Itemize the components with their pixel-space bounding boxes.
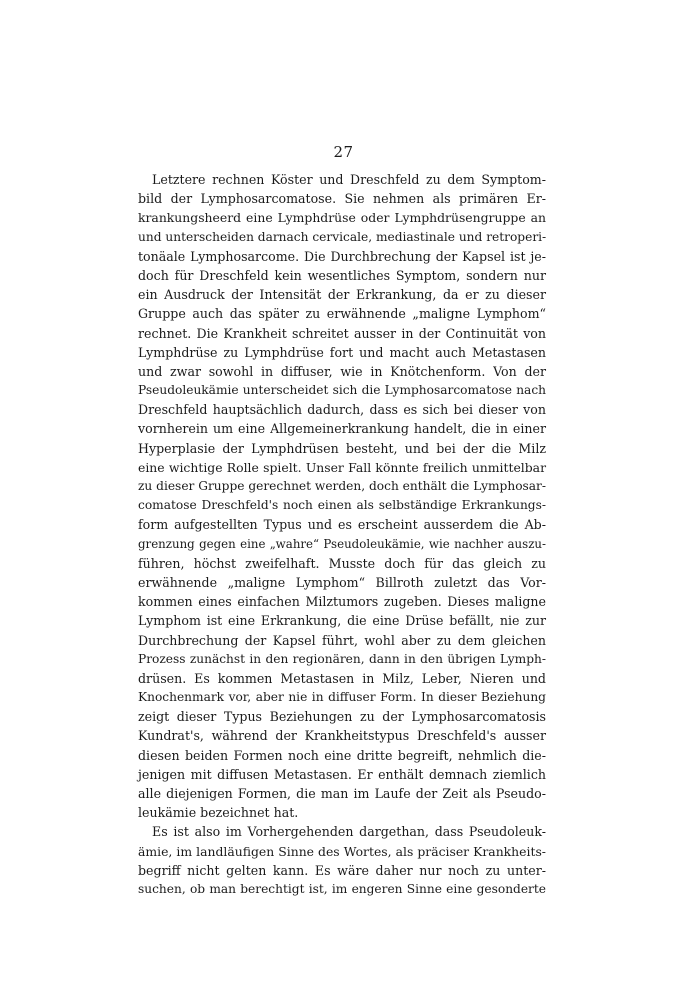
text-line: Knochenmark vor, aber nie in diffuser Form. In dieser Beziehung	[138, 690, 546, 705]
text-line: kommen eines einfachen Milztumors zugeben. Dieses maligne	[138, 594, 546, 610]
text-line: alle diejenigen Formen, die man im Laufe der Zeit als Pseudo-	[138, 786, 546, 801]
text-line: Prozess zunächst in den regionären, dann in den übrigen Lymph-	[138, 651, 546, 666]
text-line: comatose Dreschfeld's noch einen als selbständige Erkrankungs-	[138, 498, 546, 513]
text-line: ein Ausdruck der Intensität der Erkrankung, da er zu dieser	[138, 287, 546, 303]
text-line: jenigen mit diffusen Metastasen. Er enthält demnach ziemlich	[138, 766, 546, 782]
text-line: Lymphdrüse zu Lymphdrüse fort und macht auch Metastasen	[138, 344, 546, 360]
text-line: leukämie bezeichnet hat.	[138, 805, 299, 821]
text-line: eine wichtige Rolle spielt. Unser Fall könnte freilich unmittelbar	[138, 459, 546, 475]
text-line: führen, höchst zweifelhaft. Musste doch für das gleich zu	[138, 555, 546, 571]
text-line: erwähnende „maligne Lymphom“ Billroth zuletzt das Vor-	[138, 574, 546, 590]
text-line: Gruppe auch das später zu erwähnende „maligne Lymphom“	[138, 306, 546, 322]
text-line: Durchbrechung der Kapsel führt, wohl aber zu dem gleichen	[138, 632, 546, 648]
text-line: Letztere rechnen Köster und Dreschfeld zu dem Symptom-	[152, 172, 546, 187]
text-line: Es ist also im Vorhergehenden dargethan, dass Pseudoleuk-	[152, 824, 546, 840]
paragraph	[138, 170, 546, 822]
body-text	[138, 170, 546, 899]
text-line: und unterscheiden darnach cervicale, mediastinale und retroperi-	[138, 229, 547, 244]
text-line: krankungsheerd eine Lymphdrüse oder Lymphdrüsengruppe an	[138, 210, 546, 226]
text-line: zu dieser Gruppe gerechnet werden, doch enthält die Lymphosar-	[138, 479, 546, 493]
text-line: und zwar sowohl in diffuser, wie in Knötchenform. Von der	[138, 363, 546, 379]
text-line: form aufgestellten Typus und es erscheint ausserdem die Ab-	[138, 517, 546, 533]
text-line: drüsen. Es kommen Metastasen in Milz, Leber, Nieren und	[138, 670, 546, 686]
text-line: doch für Dreschfeld kein wesentliches Symptom, sondern nur	[138, 267, 546, 283]
text-line: grenzung gegen eine „wahre“ Pseudoleukämie, wie nachher auszu-	[138, 536, 546, 551]
text-line: Kundrat's, während der Krankheitstypus Dreschfeld's ausser	[138, 728, 546, 744]
text-line: diesen beiden Formen noch eine dritte begreift, nehmlich die-	[138, 747, 546, 763]
paragraph	[138, 822, 546, 899]
text-line: suchen, ob man berechtigt ist, im engeren Sinne eine gesonderte	[138, 881, 546, 896]
text-line: ämie, im landläufigen Sinne des Wortes, als präciser Krankheits-	[138, 843, 546, 859]
text-line: Pseudoleukämie unterscheidet sich die Lymphosarcomatose nach	[138, 383, 546, 398]
text-line: zeigt dieser Typus Beziehungen zu der Lymphosarcomatosis	[138, 709, 546, 725]
text-line: vornherein um eine Allgemeinerkrankung handelt, die in einer	[138, 421, 546, 437]
text-line: bild der Lymphosarcomatose. Sie nehmen als primären Er-	[138, 191, 546, 207]
page-number: 27	[333, 143, 354, 161]
text-line: begriff nicht gelten kann. Es wäre daher nur noch zu unter-	[138, 862, 546, 878]
text-line: Dreschfeld hauptsächlich dadurch, dass es sich bei dieser von	[138, 402, 546, 418]
text-line: rechnet. Die Krankheit schreitet ausser in der Continuität von	[138, 325, 546, 341]
text-line: Hyperplasie der Lymphdrüsen besteht, und bei der die Milz	[138, 440, 546, 456]
text-line: tonäale Lymphosarcome. Die Durchbrechung der Kapsel ist je-	[138, 248, 546, 264]
text-line: Lymphom ist eine Erkrankung, die eine Drüse befällt, nie zur	[138, 613, 546, 629]
